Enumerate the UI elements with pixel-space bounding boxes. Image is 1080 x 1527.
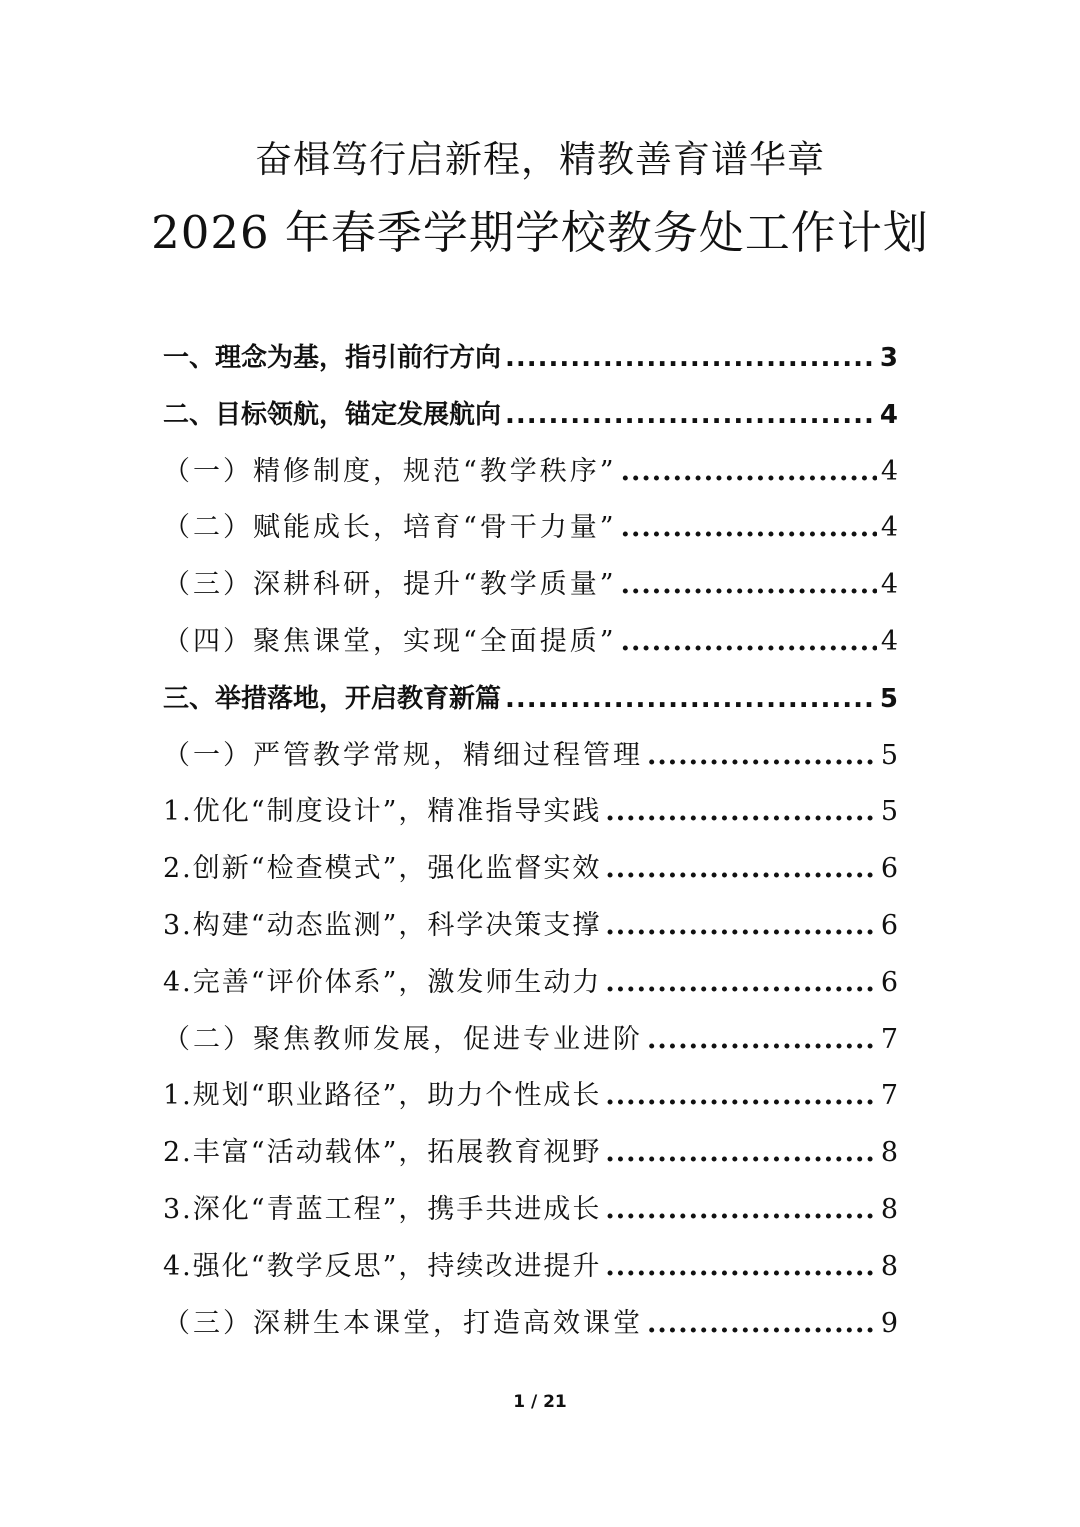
toc-entry[interactable] — [163, 955, 898, 1012]
toc-entry-page: 8 — [880, 1193, 898, 1225]
toc-dot-leader — [505, 671, 876, 728]
toc-entry-title: 3.构建“动态监测”，科学决策支撑 — [163, 909, 602, 941]
toc-entry-title: （四）聚焦课堂，实现“全面提质” — [163, 625, 617, 657]
toc-entry-page: 5 — [879, 683, 898, 714]
toc-entry[interactable] — [163, 841, 898, 898]
toc-entry-title: （二）聚焦教师发展，促进专业进阶 — [163, 1023, 643, 1055]
toc-dot-leader — [605, 784, 876, 841]
toc-entry-page: 6 — [880, 853, 898, 885]
toc-entry-title: 二、目标领航，锚定发展航向 — [163, 399, 502, 430]
toc-entry[interactable] — [163, 1012, 898, 1069]
toc-entry[interactable] — [163, 1239, 898, 1296]
toc-dot-leader — [605, 1239, 876, 1296]
document-title: 2026 年春季学期学校教务处工作计划 — [151, 206, 929, 259]
toc-dot-leader — [621, 557, 877, 614]
toc-dot-leader — [605, 955, 876, 1012]
toc-entry-page: 4 — [880, 569, 898, 601]
toc-entry-title: 一、理念为基，指引前行方向 — [163, 343, 502, 373]
toc-dot-leader — [605, 1125, 876, 1182]
toc-entry-page: 9 — [880, 1307, 898, 1339]
toc-entry-page: 4 — [879, 399, 898, 430]
toc-entry-title: 2.创新“检查模式”，强化监督实效 — [163, 853, 602, 885]
toc-entry-title: 1.规划“职业路径”，助力个性成长 — [163, 1080, 602, 1112]
toc-entry-title: （一）精修制度，规范“教学秩序” — [163, 455, 617, 487]
toc-entry[interactable] — [163, 1296, 898, 1353]
toc-dot-leader — [647, 1296, 877, 1353]
toc-entry-page: 8 — [880, 1137, 898, 1169]
toc-dot-leader — [605, 1068, 876, 1125]
toc-entry[interactable] — [163, 1125, 898, 1182]
toc-entry-page: 6 — [880, 909, 898, 941]
toc-entry-title: 4.强化“教学反思”，持续改进提升 — [163, 1250, 602, 1282]
toc-entry[interactable] — [163, 784, 898, 841]
toc-entry[interactable] — [163, 1182, 898, 1239]
toc-entry-page: 3 — [879, 343, 898, 373]
toc-dot-leader — [605, 1182, 876, 1239]
toc-entry-page: 7 — [880, 1080, 898, 1112]
toc-entry-page: 5 — [880, 739, 898, 771]
toc-entry-title: （一）严管教学常规，精细过程管理 — [163, 739, 643, 771]
toc-dot-leader — [647, 1012, 877, 1069]
toc-dot-leader — [647, 728, 877, 785]
toc-dot-leader — [505, 387, 876, 444]
toc-entry-title: 3.深化“青蓝工程”，携手共进成长 — [163, 1193, 602, 1225]
toc-entry-page: 8 — [880, 1250, 898, 1282]
table-of-contents — [163, 330, 898, 1352]
toc-entry-title: 2.丰富“活动载体”，拓展教育视野 — [163, 1137, 602, 1169]
toc-entry-title: （三）深耕科研，提升“教学质量” — [163, 569, 617, 601]
toc-entry-page: 7 — [880, 1023, 898, 1055]
toc-entry-title: （二）赋能成长，培育“骨干力量” — [163, 512, 617, 544]
toc-entry[interactable] — [163, 1068, 898, 1125]
toc-entry-page: 5 — [880, 796, 898, 828]
toc-dot-leader — [605, 841, 876, 898]
toc-dot-leader — [621, 444, 877, 501]
toc-entry-page: 6 — [880, 966, 898, 998]
toc-entry[interactable] — [163, 387, 898, 444]
toc-dot-leader — [605, 898, 876, 955]
toc-dot-leader — [505, 330, 876, 387]
toc-entry-page: 4 — [880, 455, 898, 487]
toc-entry-page: 4 — [880, 512, 898, 544]
toc-entry-page: 4 — [880, 625, 898, 657]
toc-entry-title: 4.完善“评价体系”，激发师生动力 — [163, 966, 602, 998]
toc-entry[interactable] — [163, 500, 898, 557]
toc-dot-leader — [621, 500, 877, 557]
page-number: 1 / 21 — [513, 1392, 567, 1412]
toc-entry-title: 三、举措落地，开启教育新篇 — [163, 683, 502, 714]
toc-dot-leader — [621, 614, 877, 671]
document-subtitle: 奋楫笃行启新程，精教善育谱华章 — [255, 138, 825, 181]
toc-entry[interactable] — [163, 898, 898, 955]
toc-entry[interactable] — [163, 671, 898, 728]
toc-entry[interactable] — [163, 728, 898, 785]
toc-entry-title: 1.优化“制度设计”，精准指导实践 — [163, 796, 602, 828]
toc-entry[interactable] — [163, 614, 898, 671]
toc-entry[interactable] — [163, 330, 898, 387]
toc-entry[interactable] — [163, 444, 898, 501]
toc-entry-title: （三）深耕生本课堂，打造高效课堂 — [163, 1307, 643, 1339]
toc-entry[interactable] — [163, 557, 898, 614]
